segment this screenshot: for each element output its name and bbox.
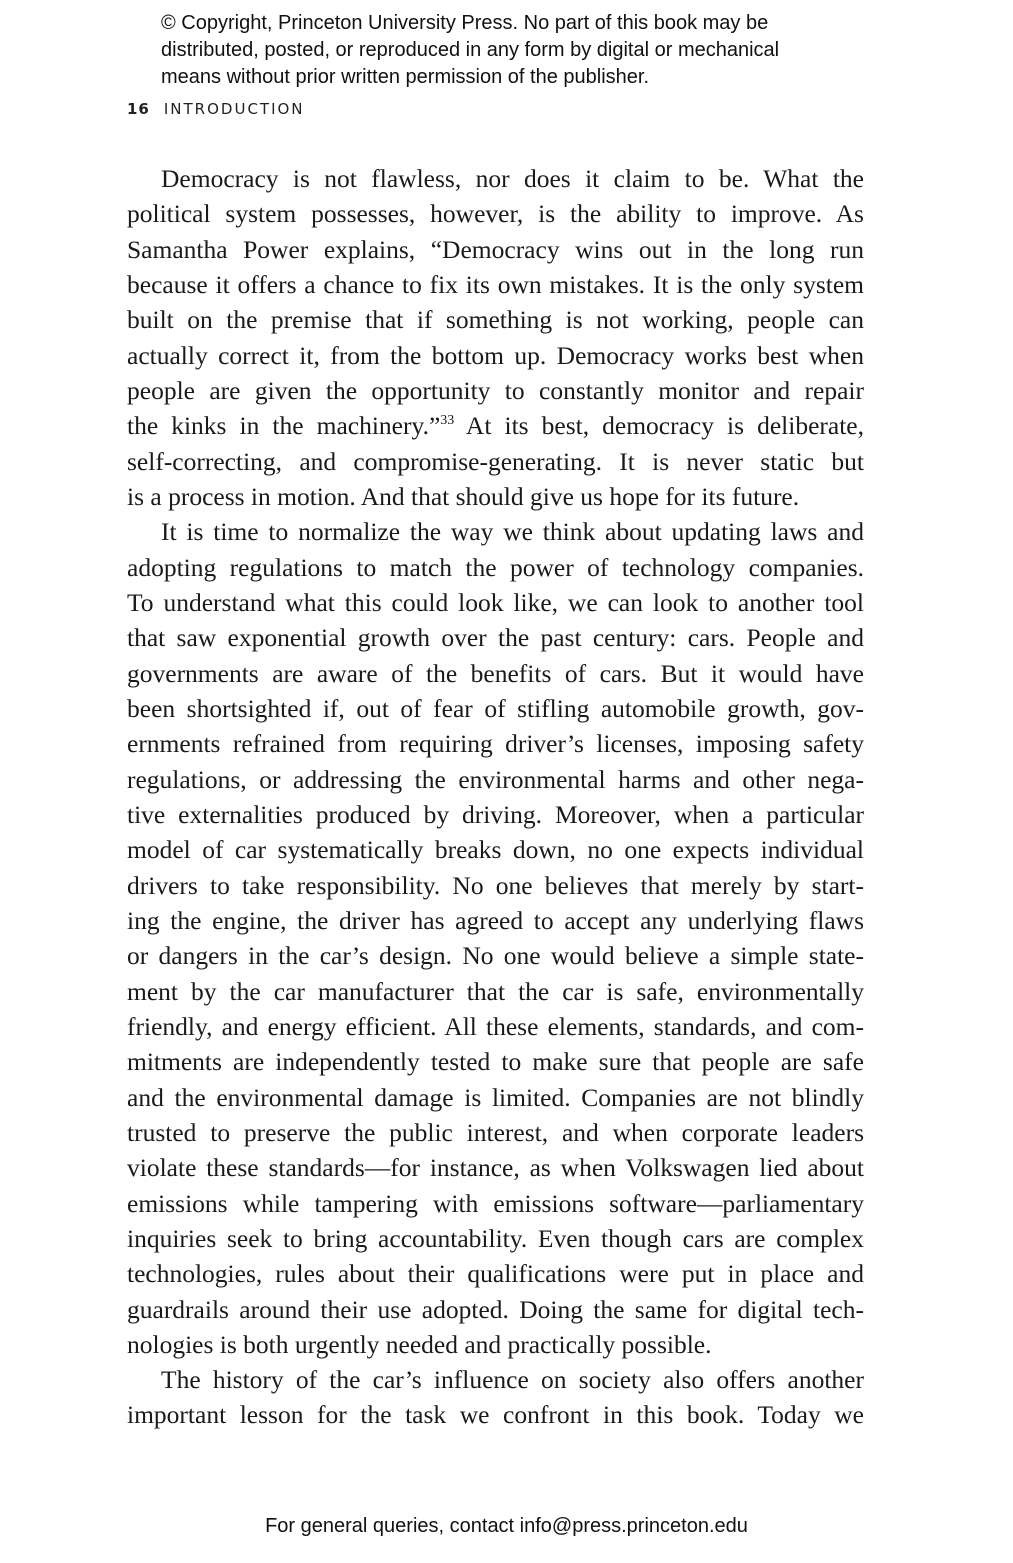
text-segment: At its best, democracy is deliberate, bbox=[454, 411, 864, 441]
text-line: Samantha Power explains, “Democracy wins out in the long run bbox=[127, 234, 864, 264]
text-line: people are given the opportunity to constantly monitor and repair bbox=[127, 375, 864, 405]
text-line: trusted to preserve the public interest, and when corporate leaders bbox=[127, 1117, 864, 1147]
copyright-notice bbox=[161, 10, 921, 91]
text-line: or dangers in the car’s design. No one would believe a simple state- bbox=[127, 941, 864, 971]
text-line-with-footnote bbox=[127, 408, 864, 443]
text-line: been shortsighted if, out of fear of stifling automobile growth, gov- bbox=[127, 693, 864, 723]
text-line: technologies, rules about their qualifications were put in place and bbox=[127, 1259, 864, 1289]
text-line: because it offers a chance to fix its own mistakes. It is the only system bbox=[127, 269, 864, 299]
text-line: self-correcting, and compromise-generating. It is never static but bbox=[127, 446, 864, 476]
chapter-title: INTRODUCTION bbox=[163, 100, 305, 118]
text-line: that saw exponential growth over the past century: cars. People and bbox=[127, 623, 864, 653]
text-line: ing the engine, the driver has agreed to accept any underlying flaws bbox=[127, 905, 864, 935]
text-line: drivers to take responsibility. No one believes that merely by start- bbox=[127, 870, 864, 900]
running-head bbox=[127, 100, 305, 118]
text-line: tive externalities produced by driving. Moreover, when a particular bbox=[127, 799, 864, 829]
text-line: built on the premise that if something is not working, people can bbox=[127, 305, 864, 335]
text-line: actually correct it, from the bottom up. Democracy works best when bbox=[127, 340, 864, 370]
text-line: governments are aware of the benefits of cars. But it would have bbox=[127, 658, 864, 688]
text-segment: the kinks in the machinery.” bbox=[127, 411, 441, 441]
text-line: adopting regulations to match the power of technology companies. bbox=[127, 552, 864, 582]
copyright-line: means without prior written permission of the publisher. bbox=[161, 66, 650, 88]
text-line: regulations, or addressing the environmental harms and other nega- bbox=[127, 764, 864, 794]
text-line: It is time to normalize the way we think about updating laws and bbox=[161, 517, 864, 547]
text-line: ment by the car manufacturer that the car is safe, environmentally bbox=[127, 976, 864, 1006]
text-line: is a process in motion. And that should give us hope for its future. bbox=[127, 481, 800, 511]
footnote-marker: 33 bbox=[440, 413, 455, 429]
text-line: guardrails around their use adopted. Doing the same for digital tech- bbox=[127, 1294, 864, 1324]
text-line: emissions while tampering with emissions software—parliamentary bbox=[127, 1188, 864, 1218]
body-text bbox=[127, 161, 864, 1433]
text-line: nologies is both urgently needed and practically possible. bbox=[127, 1329, 712, 1359]
text-line: To understand what this could look like, we can look to another tool bbox=[127, 587, 864, 617]
text-line: friendly, and energy efficient. All these elements, standards, and com- bbox=[127, 1011, 864, 1041]
text-line: model of car systematically breaks down, no one expects individual bbox=[127, 835, 864, 865]
text-line: and the environmental damage is limited. Companies are not blindly bbox=[127, 1082, 864, 1112]
text-line: ernments refrained from requiring driver’s licenses, imposing safety bbox=[127, 729, 864, 759]
text-line: important lesson for the task we confront in this book. Today we bbox=[127, 1400, 864, 1430]
page-number: 16 bbox=[127, 100, 150, 118]
text-line: Democracy is not flawless, nor does it claim to be. What the bbox=[161, 164, 864, 193]
text-line: inquiries seek to bring accountability. Even though cars are complex bbox=[127, 1223, 864, 1253]
footer-contact: For general queries, contact info@press.princeton.edu bbox=[265, 1515, 748, 1537]
copyright-line: distributed, posted, or reproduced in any form by digital or mechanical bbox=[161, 39, 780, 61]
text-line: violate these standards—for instance, as when Volkswagen lied about bbox=[127, 1153, 864, 1183]
copyright-line: © Copyright, Princeton University Press. No part of this book may be bbox=[161, 12, 769, 34]
text-line: mitments are independently tested to make sure that people are safe bbox=[127, 1047, 864, 1077]
text-line: The history of the car’s influence on society also offers another bbox=[161, 1365, 864, 1395]
text-line: political system possesses, however, is the ability to improve. As bbox=[127, 199, 864, 229]
